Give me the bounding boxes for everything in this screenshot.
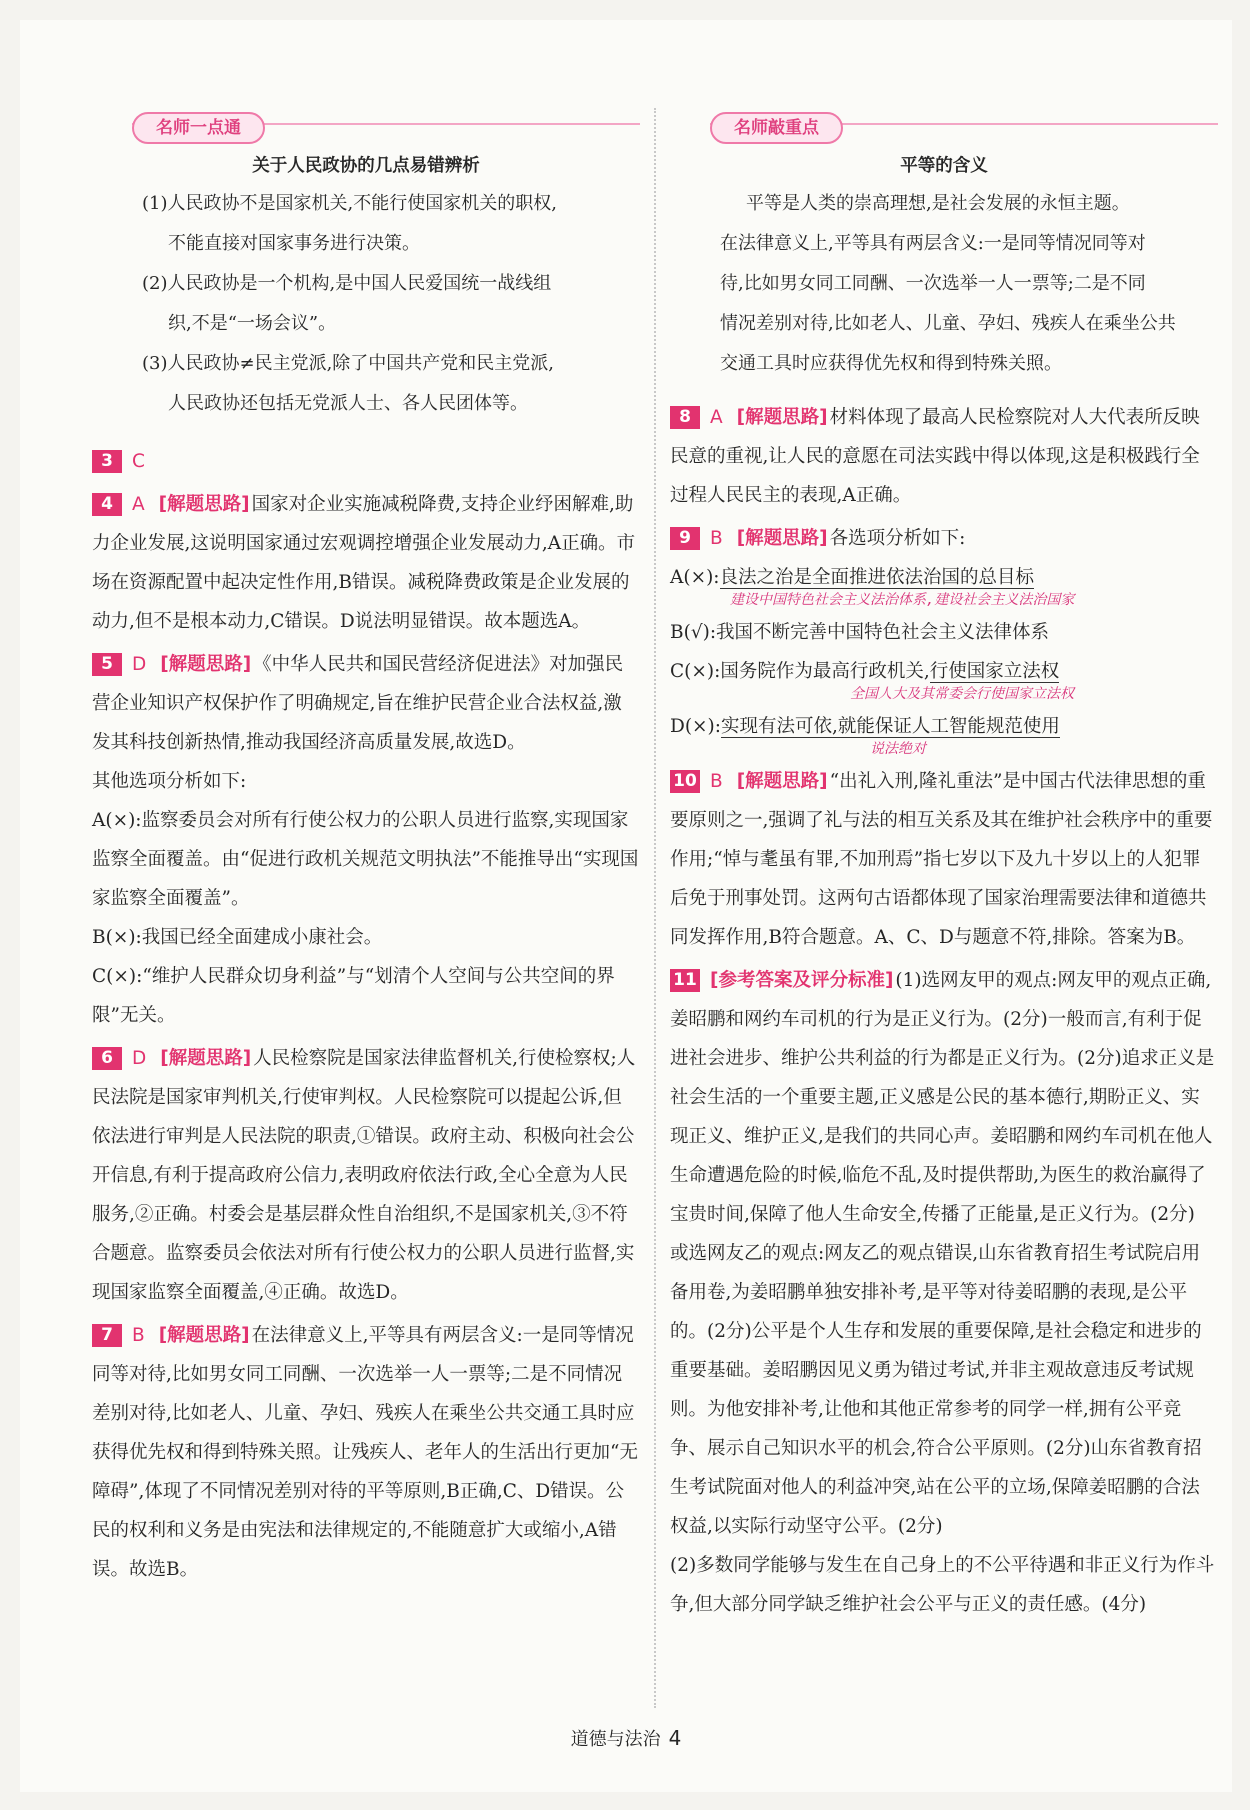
answer-item-4 [92,485,640,641]
question-number: 5 [92,653,122,676]
explanation-tag: [解题思路] [158,494,250,515]
option-a-underlined: 良法之治是全面推进依法治国的总目标 [719,567,1035,588]
question-number: 10 [670,770,700,793]
answer-item-3 [92,442,640,481]
option-d-label: D(×): [670,716,722,737]
answer-item-5 [92,645,640,1035]
question-number: 6 [92,1047,122,1070]
option-b-analysis: B(√):我国不断完善中国特色社会主义法律体系 [670,622,1050,643]
question-number: 3 [92,450,122,473]
key-point-box-equality [670,108,1218,384]
answer-choice: D [132,654,147,675]
tip-box-tab: 名师一点通 [132,112,265,144]
option-c-analysis: C(×):“维护人民群众切身利益”与“划清个人空间与公共空间的界限”无关。 [92,966,615,1026]
explanation-text: 在法律意义上,平等具有两层含义:一是同等情况同等对待,比如男女同工同酬、一次选举一人一票等;二是不同情况差别对待,比如老人、儿童、孕妇、残疾人在乘坐公共交通工具时应获得优先权和得到特殊关照。让残疾人、老年人的生活出行更加“无障碍”,体现了不同情况差别对待的平等原则,B正确,C、D错误。公民的权利和义务是由宪法和法律规定的,不能随意扩大或缩小,A错误。故选B。 [92,1325,638,1580]
tip-line-1: (1)人民政协不是国家机关,不能行使国家机关的职权, [142,193,557,214]
option-b-analysis: B(×):我国已经全面建成小康社会。 [92,927,383,948]
answer-item-7 [92,1316,640,1589]
key-point-title: 平等的含义 [900,156,988,176]
explanation-tag: [解题思路] [736,528,828,549]
other-options-heading: 其他选项分析如下: [92,771,247,792]
answer-part-1-alt: 或选网友乙的观点:网友乙的观点错误,山东省教育招生考试院启用备用卷,为姜昭鹏单独安排补考,是平等对待姜昭鹏的表现,是公平的。(2分)公平是个人生存和发展的重要保障,是社会稳定和进步的重要基础。姜昭鹏因见义勇为错过考试,并非主观故意违反考试规则。为他安排补考,让他和其他正常参考的同学一样,拥有公平竞争、展示自己知识水平的机会,符合公平原则。(2分)山东省教育招生考试院面对他人的利益冲突,站在公平的立场,保障姜昭鹏的合法权益,以实际行动坚守公平。(2分) [670,1243,1202,1537]
tip-box-title: 关于人民政协的几点易错辨析 [252,156,480,176]
answer-item-6 [92,1039,640,1312]
answer-item-11 [670,961,1218,1624]
tip-box-header [132,108,640,144]
explanation-text: “出礼入刑,隆礼重法”是中国古代法律思想的重要原则之一,强调了礼与法的相互关系及其在维护社会秩序中的重要作用;“悼与耄虽有罪,不加刑焉”指七岁以下及九十岁以上的人犯罪后免于刑事处罚。这两句古语都体现了国家治理需要法律和道德共同发挥作用,B符合题意。A、C、D与题意不符,排除。答案为B。 [670,771,1213,948]
handwritten-note-a: 建设中国特色社会主义法治体系,建设社会主义法治国家 [730,592,1075,608]
answer-choice: C [132,451,145,472]
key-point-line-4: 情况差别对待,比如老人、儿童、孕妇、残疾人在乘坐公共 [720,313,1176,334]
question-number: 8 [670,406,700,429]
answer-item-9 [670,519,1218,758]
explanation-tag: [解题思路] [158,1325,250,1346]
scoring-tag: [参考答案及评分标准] [710,970,894,991]
question-number: 4 [92,493,122,516]
key-point-line-2: 在法律意义上,平等具有两层含义:一是同等情况同等对 [720,233,1146,254]
answer-choice: B [132,1325,145,1346]
question-number: 9 [670,527,700,550]
question-number: 7 [92,1324,122,1347]
key-point-line-5: 交通工具时应获得优先权和得到特殊关照。 [720,353,1062,374]
option-a-label: A(×): [670,567,720,588]
column-divider [654,108,656,1708]
tip-line-2: 不能直接对国家事务进行决策。 [168,233,420,254]
tip-line-6: 人民政协还包括无党派人士、各人民团体等。 [168,393,528,414]
explanation-text: 各选项分析如下: [829,528,966,549]
handwritten-note-c: 全国人大及其常委会行使国家立法权 [850,686,1074,702]
tip-line-5: (3)人民政协≠民主党派,除了中国共产党和民主党派, [142,353,555,374]
answer-part-1: (1)选网友甲的观点:网友甲的观点正确,姜昭鹏和网约车司机的行为是正义行为。(2分)一般而言,有利于促进社会进步、维护公共利益的行为都是正义行为。(2分)追求正义是社会生活的一个重要主题,正义感是公民的基本德行,期盼正义、实现正义、维护正义,是我们的共同心声。姜昭鹏和网约车司机在他人生命遭遇危险的时候,临危不乱,及时提供帮助,为医生的救治赢得了宝贵时间,保障了他人生命安全,传播了正能量,是正义行为。(2分) [670,970,1215,1225]
answer-choice: B [710,771,723,792]
tip-line-3: (2)人民政协是一个机构,是中国人民爱国统一战线组 [142,273,552,294]
answer-choice: A [710,407,723,428]
explanation-text: 国家对企业实施减税降费,支持企业纾困解难,助力企业发展,这说明国家通过宏观调控增强企业发展动力,A正确。市场在资源配置中起决定性作用,B错误。减税降费政策是企业发展的动力,但不是根本动力,C错误。D说法明显错误。故本题选A。 [92,494,636,632]
explanation-tag: [解题思路] [736,771,828,792]
option-c-label: C(×):国务院作为最高行政机关, [670,661,930,682]
option-a-analysis: A(×):监察委员会对所有行使公权力的公职人员进行监察,实现国家监察全面覆盖。由“促进行政机关规范文明执法”不能推导出“实现国家监察全面覆盖”。 [92,810,639,909]
explanation-tag: [解题思路] [160,654,252,675]
page-sheet [20,20,1232,1792]
answer-item-10 [670,762,1218,957]
option-d-underlined: 实现有法可依,就能保证人工智能规范使用 [721,716,1060,737]
answer-choice: B [710,528,723,549]
answer-item-8 [670,398,1218,515]
answer-choice: D [132,1048,147,1069]
answer-choice: A [132,494,145,515]
subject-name: 道德与法治 [570,1729,661,1750]
key-point-line-1: 平等是人类的崇高理想,是社会发展的永恒主题。 [746,193,1130,214]
page-footer [20,1725,1232,1751]
tip-line-4: 织,不是“一场会议”。 [168,313,337,334]
explanation-text: 人民检察院是国家法律监督机关,行使检察权;人民法院是国家审判机关,行使审判权。人民检察院可以提起公诉,但依法进行审判是人民法院的职责,①错误。政府主动、积极向社会公开信息,有利于提高政府公信力,表明政府依法行政,全心全意为人民服务,②正确。村委会是基层群众性自治组织,不是国家机关,③不符合题意。监察委员会依法对所有行使公权力的公职人员进行监督,实现国家监察全面覆盖,④正确。故选D。 [92,1048,636,1303]
key-point-header [710,108,1218,144]
answer-part-2: (2)多数同学能够与发生在自己身上的不公平待遇和非正义行为作斗争,但大部分同学缺乏维护社会公平与正义的责任感。(4分) [670,1555,1215,1615]
left-column [92,108,640,1589]
explanation-tag: [解题思路] [736,407,828,428]
key-point-line-3: 待,比如男女同工同酬、一次选举一人一票等;二是不同 [720,273,1146,294]
handwritten-note-d: 说法绝对 [870,741,926,757]
explanation-text: 材料体现了最高人民检察院对人大代表所反映民意的重视,让人民的意愿在司法实践中得以体现,这是积极践行全过程人民民主的表现,A正确。 [670,407,1200,506]
option-c-underlined: 行使国家立法权 [929,661,1060,682]
right-column [670,108,1218,1624]
page-number: 4 [668,1726,682,1750]
key-point-tab: 名师敲重点 [710,112,843,144]
question-number: 11 [670,969,700,992]
explanation-text: 《中华人民共和国民营经济促进法》对加强民营企业知识产权保护作了明确规定,旨在维护民营企业合法权益,激发其科技创新热情,推动我国经济高质量发展,故选D。 [92,654,624,753]
explanation-tag: [解题思路] [160,1048,252,1069]
tip-box-cppcc [92,108,640,424]
